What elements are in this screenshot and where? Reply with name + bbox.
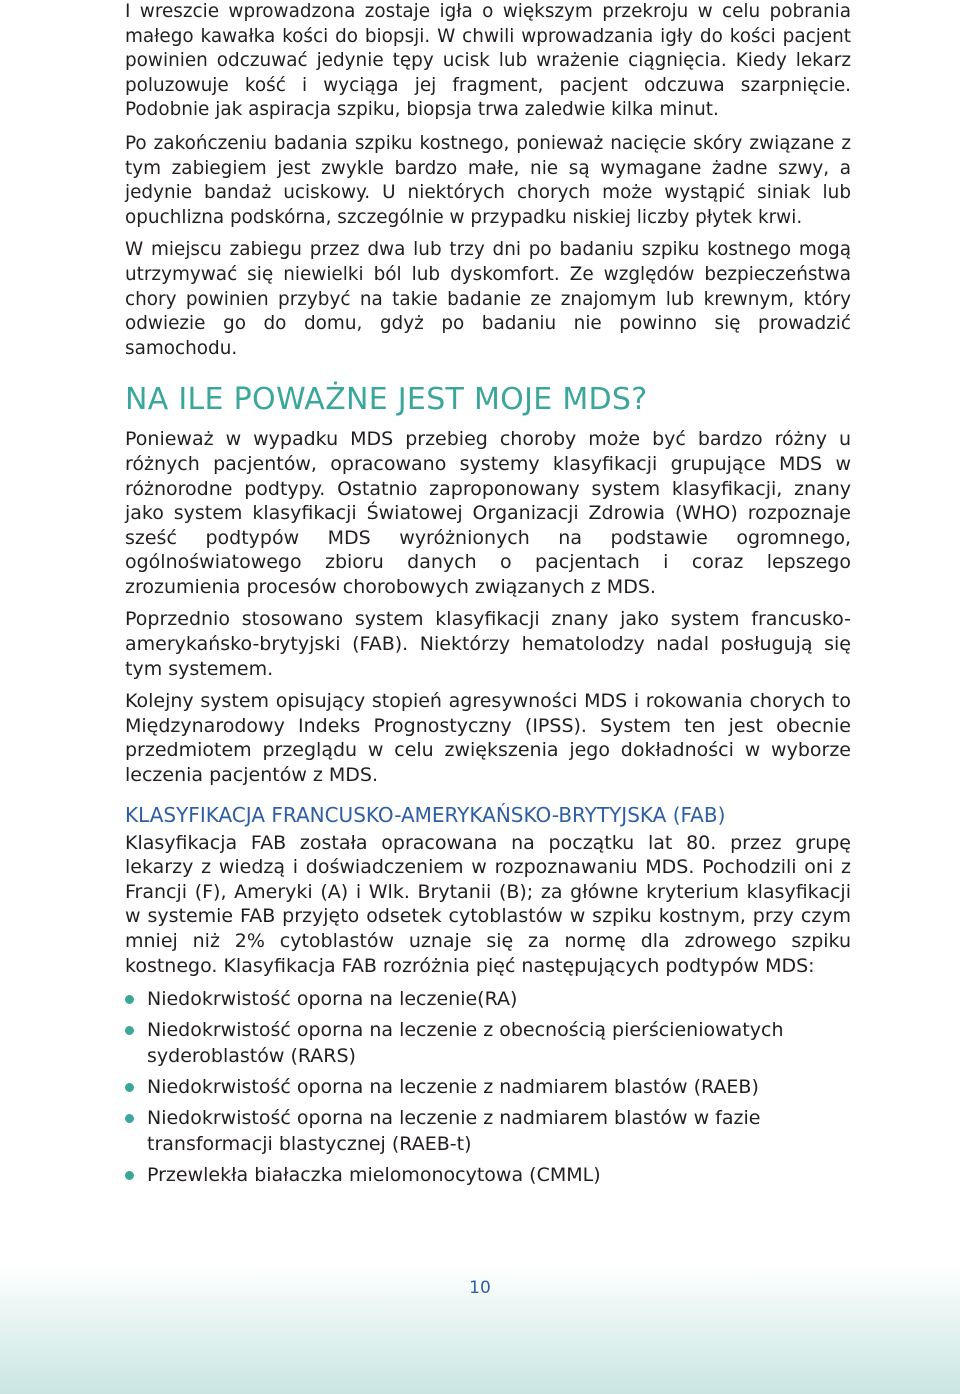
list-item-text: Niedokrwistość oporna na leczenie z nadmiarem blastów w fazie transformacji blastycznej (RAEB-t): [147, 1107, 761, 1156]
page-number: 10: [469, 1278, 491, 1298]
list-item-text: Przewlekła białaczka mielomonocytowa (CMML): [147, 1164, 601, 1187]
bullet-icon: [125, 995, 134, 1004]
paragraph-pain-safety: W miejscu zabiegu przez dwa lub trzy dni po badaniu szpiku kostnego mogą utrzymywać się niewielki ból lub dyskomfort. Ze względów bezpieczeństwa chory powinien przybyć na takie badanie ze znajomym lub krewnym, który odwiezie go do domu, gdyż po badaniu nie powinno się prowadzić samochodu.: [125, 239, 851, 359]
list-item-text: Niedokrwistość oporna na leczenie(RA): [147, 988, 518, 1011]
list-item: [125, 986, 851, 1012]
bullet-icon: [125, 1083, 134, 1092]
list-item: [125, 1017, 851, 1069]
page-content: [125, 0, 851, 1193]
paragraph-classification-who: Ponieważ w wypadku MDS przebieg choroby może być bardzo różny u różnych pacjentów, opracowano systemy klasyfikacji grupujące MDS w różnorodne podtypy. Ostatnio zaproponowany system klasyfikacji, znany jako system klasyfikacji Światowej Organizacji Zdrowia (WHO) rozpoznaje sześć podtypów MDS wyróżnionych na podstawie ogromnego, ogólnoświatowego zbioru danych o pacjentach i coraz lepszego zrozumienia procesów chorobowych związanych z MDS.: [125, 428, 851, 598]
paragraph-fab-previous: Poprzednio stosowano system klasyfikacji znany jako system francusko-amerykańsko-brytyjski (FAB). Niektórzy hematolodzy nadal posługują się tym systemem.: [125, 608, 851, 680]
list-item-text: Niedokrwistość oporna na leczenie z obecnością pierścieniowatych syderoblastów (RARS): [147, 1019, 784, 1068]
section-heading-severity: NA ILE POWAŻNE JEST MOJE MDS?: [125, 382, 648, 418]
bullet-icon: [125, 1026, 134, 1035]
fab-subtypes-list: [125, 986, 851, 1188]
paragraph-after-exam: Po zakończeniu badania szpiku kostnego, ponieważ nacięcie skóry związane z tym zabiegiem jest zwykle bardzo małe, nie są wymagane żadne szwy, a jedynie bandaż uciskowy. U niektórych chorych może wystąpić siniak lub opuchlizna podskórna, szczególnie w przypadku niskiej liczby płytek krwi.: [125, 132, 851, 228]
subsection-heading-fab: KLASYFIKACJA FRANCUSKO-AMERYKAŃSKO-BRYTYJSKA (FAB): [125, 802, 726, 827]
list-item: [125, 1162, 851, 1188]
list-item-text: Niedokrwistość oporna na leczenie z nadmiarem blastów (RAEB): [147, 1076, 759, 1099]
paragraph-fab-description: Klasyfikacja FAB została opracowana na początku lat 80. przez grupę lekarzy z wiedzą i doświadczeniem w rozpoznawaniu MDS. Pochodzili oni z Francji (F), Ameryki (A) i Wlk. Brytanii (B); za główne kryterium klasyfikacji w systemie FAB przyjęto odsetek cytoblastów w szpiku kostnym, przy czym mniej niż 2% cytoblastów uznaje się za normę dla zdrowego szpiku kostnego. Klasyfikacja FAB rozróżnia pięć następujących podtypów MDS:: [125, 831, 851, 977]
bullet-icon: [125, 1171, 134, 1180]
paragraph-ipss: Kolejny system opisujący stopień agresywności MDS i rokowania chorych to Międzynarodowy Indeks Prognostyczny (IPSS). System ten jest obecnie przedmiotem przeglądu w celu zwiększenia jego dokładności w wyborze leczenia pacjentów z MDS.: [125, 690, 851, 787]
paragraph-biopsy-needle: I wreszcie wprowadzona zostaje igła o większym przekroju w celu pobrania małego kawałka kości do biopsji. W chwili wprowadzania igły do kości pacjent powinien odczuwać jedynie tępy ucisk lub wrażenie ciągnięcia. Kiedy lekarz poluzowuje kość i wyciąga jej fragment, pacjent odczuwa szarpnięcie. Podobnie jak aspiracja szpiku, biopsja trwa zaledwie kilka minut.: [125, 1, 851, 121]
list-item: [125, 1105, 851, 1157]
bullet-icon: [125, 1114, 134, 1123]
list-item: [125, 1074, 851, 1100]
